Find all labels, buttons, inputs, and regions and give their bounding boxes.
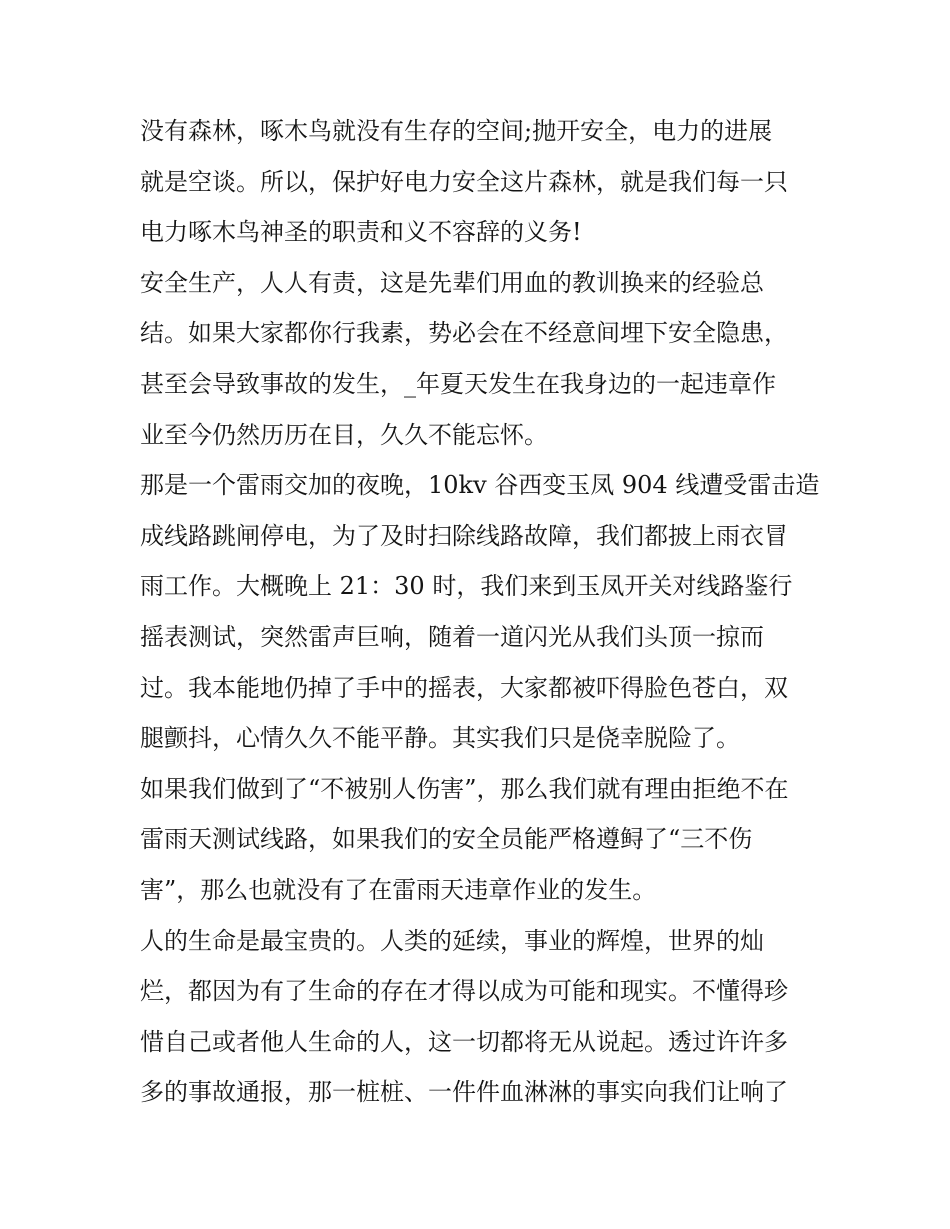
text-line: 电力啄木鸟神圣的职责和义不容辞的义务!: [140, 218, 582, 247]
text-line: 甚至会导致事故的发生，_年夏天发生在我身边的一起违章作: [140, 369, 776, 398]
text-line: 雷雨天测试线路，如果我们的安全员能严格遵鲟了“三不伤: [140, 825, 753, 854]
text-line: 多的事故通报，那一桩桩、一件件血淋淋的事实向我们让响了: [140, 1078, 788, 1107]
text-line: 如果我们做到了“不被别人伤害”，那么我们就有理由拒绝不在: [140, 774, 789, 803]
text-line: 人的生命是最宝贵的。人类的延续，事业的辉煌，世界的灿: [140, 926, 764, 955]
text-line: 烂，都因为有了生命的存在才得以成为可能和现实。不懂得珍: [140, 977, 788, 1006]
text-line: 摇表测试，突然雷声巨响，随着一道闪光从我们头顶一掠而: [140, 622, 764, 651]
text-line: 腿颤抖，心情久久不能平静。其实我们只是侥幸脱险了。: [140, 724, 740, 753]
text-line: 雨工作。大概晚上 21：30 时，我们来到玉凤开关对线路鉴行: [140, 572, 793, 601]
text-line: 过。我本能地仍掉了手中的摇表，大家都被吓得脸色苍白，双: [140, 673, 788, 702]
text-line: 没有森林，啄木鸟就没有生存的空间;抛开安全，电力的进展: [140, 117, 773, 145]
text-line: 惜自己或者他人生命的人，这一切都将无从说起。透过许许多: [140, 1027, 788, 1056]
text-line: 业至今仍然历历在目，久久不能忘怀。: [140, 420, 548, 449]
text-line: 结。如果大家都你行我素，势必会在不经意间埋下安全隐患，: [140, 319, 788, 348]
text-line: 就是空谈。所以，保护好电力安全这片森林，就是我们每一只: [140, 167, 788, 196]
text-line: 那是一个雷雨交加的夜晚，10kv 谷西变玉凤 904 线遭受雷击造: [140, 471, 820, 500]
body-text: [140, 106, 820, 1118]
text-line: 害”，那么也就没有了在雷雨天违章作业的发生。: [140, 875, 657, 904]
text-line: 成线路跳闸停电，为了及时扫除线路故障，我们都披上雨衣冒: [140, 521, 788, 550]
text-line: 安全生产，人人有责，这是先辈们用血的教训换来的经验总: [140, 268, 764, 297]
